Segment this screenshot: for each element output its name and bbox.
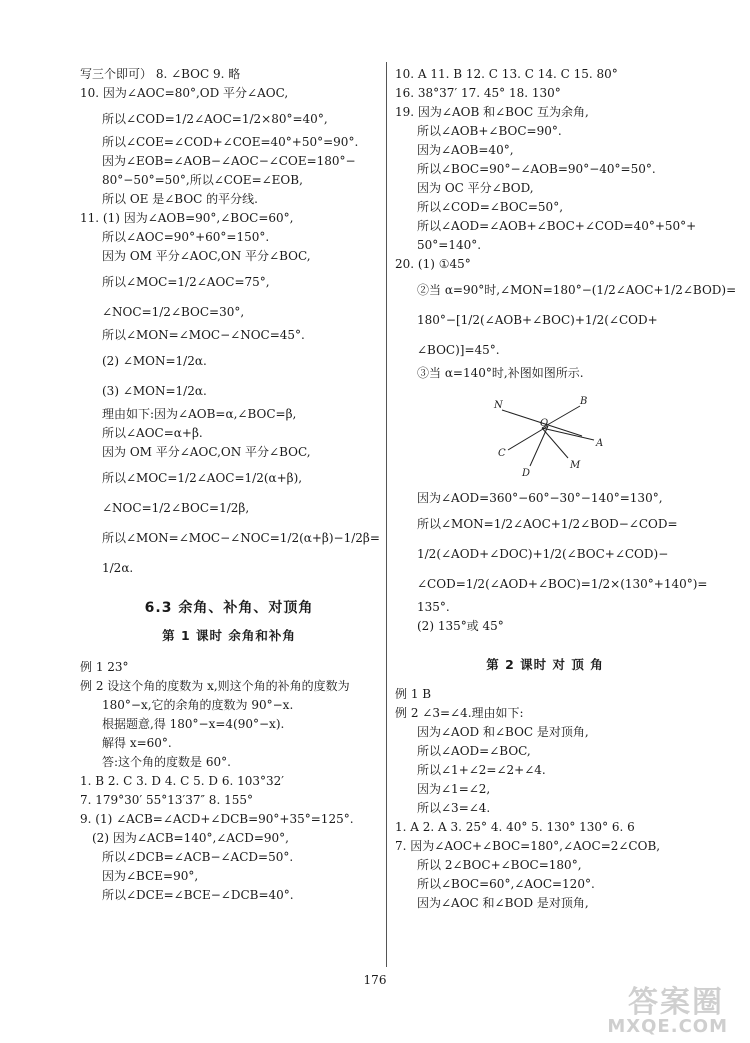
angle-diagram xyxy=(490,390,610,480)
text-line: ③当 α=140°时,补图如图所示. xyxy=(417,366,584,380)
q11-line: 11. (1) 因为∠AOB=90°,∠BOC=60°, xyxy=(80,211,294,225)
text-line: 所以∠DCB=∠ACB−∠ACD=50°. xyxy=(102,849,294,864)
text-line: (2) ∠MON=1/2α. xyxy=(102,353,207,368)
text-line: 所以∠MON=∠MOC−∠NOC=1/2(α+β)−1/2β= xyxy=(102,530,380,545)
text-line: ∠BOC)]=45°. xyxy=(417,342,500,357)
watermark-url: MXQE.COM xyxy=(607,1016,728,1037)
text-line: ②当 α=90°时,∠MON=180°−(1/2∠AOC+1/2∠BOD)= xyxy=(417,282,737,297)
text-line: 所以∠BOC=60°,∠AOC=120°. xyxy=(417,877,595,892)
text-line: 解得 x=60°. xyxy=(102,735,172,750)
text-line: 所以∠MOC=1/2∠AOC=1/2(α+β), xyxy=(102,470,303,485)
text-line: 因为 OC 平分∠BOD, xyxy=(417,181,534,195)
text-line: 因为∠AOB=40°, xyxy=(417,143,514,157)
answers-line: 16. 38°37′ 17. 45° 18. 130° xyxy=(395,86,561,100)
text-line: 因为∠1=∠2, xyxy=(417,782,491,797)
text-line: 180°−[1/2(∠AOB+∠BOC)+1/2(∠COD+ xyxy=(417,312,658,327)
example-2: 例 2 ∠3=∠4.理由如下: xyxy=(395,706,524,721)
text-line: 所以∠COD=1/2∠AOC=1/2×80°=40°, xyxy=(102,111,328,126)
text-line: (2) 因为∠ACB=140°,∠ACD=90°, xyxy=(92,830,289,845)
q7-line: 7. 因为∠AOC+∠BOC=180°,∠AOC=2∠COB, xyxy=(395,839,661,854)
label-c: C xyxy=(498,448,506,459)
column-divider xyxy=(386,62,387,967)
answers-line: 10. A 11. B 12. C 13. C 14. C 15. 80° xyxy=(395,67,618,81)
text-line: (3) ∠MON=1/2α. xyxy=(102,383,207,398)
lesson-title: 第 1 课时 余角和补角 xyxy=(162,627,296,643)
text-line: 所以 OE 是∠BOC 的平分线. xyxy=(102,192,258,206)
text-line: 1/2(∠AOD+∠DOC)+1/2(∠BOC+∠COD)− xyxy=(417,547,669,562)
text-line: 135°. xyxy=(417,600,450,615)
text-line: 所以∠AOD=∠AOB+∠BOC+∠COD=40°+50°+ xyxy=(417,219,697,233)
text-line: 所以∠MON=1/2∠AOC+1/2∠BOD−∠COD= xyxy=(417,517,678,532)
text-line: (2) 135°或 45° xyxy=(417,619,504,634)
label-b: B xyxy=(580,396,588,407)
text-line: ∠NOC=1/2∠BOC=1/2β, xyxy=(102,500,250,515)
text-line: 80°−50°=50°,所以∠COE=∠EOB, xyxy=(102,173,303,187)
text-line: 50°=140°. xyxy=(417,238,482,252)
section-title: 6.3 余角、补角、对顶角 xyxy=(144,600,314,616)
text-line: 所以∠BOC=90°−∠AOB=90°−40°=50°. xyxy=(417,162,656,176)
text-line: ∠NOC=1/2∠BOC=30°, xyxy=(102,304,245,319)
text-line: 所以∠MON=∠MOC−∠NOC=45°. xyxy=(102,328,305,342)
text-line: 1/2α. xyxy=(102,560,134,575)
text-line: 因为∠BCE=90°, xyxy=(102,868,199,883)
text-line: 因为∠AOD 和∠BOC 是对顶角, xyxy=(417,725,589,740)
text-line: 所以∠COE=∠COD+∠COE=40°+50°=90°. xyxy=(102,135,359,149)
text-line: 因为 OM 平分∠AOC,ON 平分∠BOC, xyxy=(102,249,311,263)
label-d: D xyxy=(522,468,531,479)
text-line: 所以∠COD=∠BOC=50°, xyxy=(417,200,564,214)
text-line: 因为∠AOC 和∠BOD 是对顶角, xyxy=(417,896,589,911)
text-line: 所以∠MOC=1/2∠AOC=75°, xyxy=(102,274,270,289)
text-line: 因为∠AOD=360°−60°−30°−140°=130°, xyxy=(417,491,663,506)
text-line: 答:这个角的度数是 60°. xyxy=(102,754,231,769)
text-line: 根据题意,得 180°−x=4(90°−x). xyxy=(102,716,285,731)
lesson-title: 第 2 课时 对 顶 角 xyxy=(486,657,604,673)
ray-oa xyxy=(542,428,594,440)
text-line: 所以∠AOB+∠BOC=90°. xyxy=(417,124,562,138)
example-2: 例 2 设这个角的度数为 x,则这个角的补角的度数为 xyxy=(80,678,350,693)
text-line: 所以∠1+∠2=∠2+∠4. xyxy=(417,763,546,778)
text-line: 所以∠AOD=∠BOC, xyxy=(417,744,531,759)
q20-line: 20. (1) ①45° xyxy=(395,257,471,271)
text-line: 所以∠AOC=α+β. xyxy=(102,426,203,440)
left-column xyxy=(80,66,378,906)
page-number: 176 xyxy=(363,973,387,987)
q19-line: 19. 因为∠AOB 和∠BOC 互为余角, xyxy=(395,105,589,119)
angle-figure xyxy=(490,390,695,484)
label-n: N xyxy=(494,400,503,411)
text-line: 所以 2∠BOC+∠BOC=180°, xyxy=(417,858,582,873)
q10-line: 10. 因为∠AOC=80°,OD 平分∠AOC, xyxy=(80,86,289,100)
label-m: M xyxy=(570,460,581,471)
text-line: 写三个即可） 8. ∠BOC 9. 略 xyxy=(80,67,241,81)
text-line: 因为 OM 平分∠AOC,ON 平分∠BOC, xyxy=(102,445,311,459)
right-column xyxy=(395,66,737,914)
text-line: 因为∠EOB=∠AOB−∠AOC−∠COE=180°− xyxy=(102,154,356,168)
example-1: 例 1 B xyxy=(395,687,432,702)
text-line: ∠COD=1/2(∠AOD+∠BOC)=1/2×(130°+140°)= xyxy=(417,577,708,592)
text-line: 所以∠DCE=∠BCE−∠DCB=40°. xyxy=(102,887,294,902)
q9-line: 9. (1) ∠ACB=∠ACD+∠DCB=90°+35°=125°. xyxy=(80,811,354,826)
label-a: A xyxy=(596,438,604,449)
text-line: 所以∠3=∠4. xyxy=(417,801,491,816)
ray-om xyxy=(542,428,568,458)
example-1: 例 1 23° xyxy=(80,659,129,674)
answers-line: 1. A 2. A 3. 25° 4. 40° 5. 130° 130° 6. 6 xyxy=(395,820,635,835)
label-o: O xyxy=(540,418,549,429)
text-line: 所以∠AOC=90°+60°=150°. xyxy=(102,230,270,244)
ray-oc xyxy=(508,426,548,450)
answers-line: 7. 179°30′ 55°13′37″ 8. 155° xyxy=(80,792,253,807)
text-line: 180°−x,它的余角的度数为 90°−x. xyxy=(102,697,294,712)
answers-line: 1. B 2. C 3. D 4. C 5. D 6. 103°32′ xyxy=(80,773,284,788)
watermark-text: 答案圈 xyxy=(628,985,724,1020)
text-line: 理由如下:因为∠AOB=α,∠BOC=β, xyxy=(102,407,297,421)
watermark-logo xyxy=(602,983,732,1039)
